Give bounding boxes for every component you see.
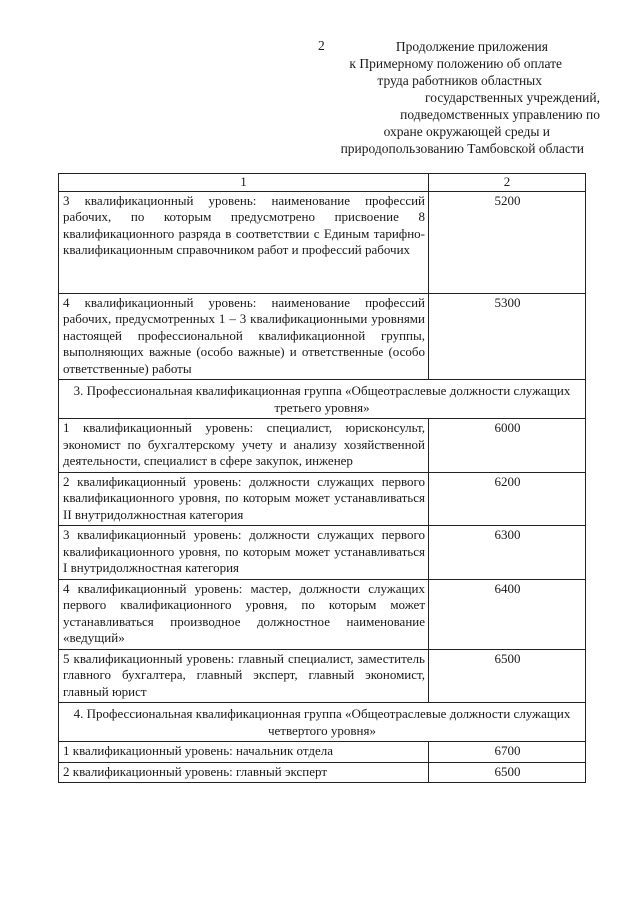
qualification-level-cell: 3 квалификационный уровень: должности служащих первого квалификационного уровня, по которым может устанавливаться I внутридолжностная категория [59, 526, 429, 580]
header-line: государственных учреждений, [425, 90, 600, 105]
qualification-level-cell: 1 квалификационный уровень: специалист, юрисконсульт, экономист по бухгалтерскому учету и анализу хозяйственной деятельности, специалист в сфере закупок, инженер [59, 419, 429, 473]
header-line: труда работников областных [377, 73, 542, 88]
page-number: 2 [318, 38, 325, 53]
table-row [59, 191, 586, 293]
group-header-row [59, 380, 586, 419]
salary-value-cell: 6700 [429, 742, 586, 763]
salary-value-cell: 6500 [429, 762, 586, 783]
table-row [59, 419, 586, 473]
table-row [59, 649, 586, 703]
header-line: к Примерному положению об оплате [349, 56, 562, 71]
salary-value-cell: 6300 [429, 526, 586, 580]
table-row [59, 762, 586, 783]
qualification-level-cell: 4 квалификационный уровень: наименование профессий рабочих, предусмотренных 1 – 3 квалификационными уровнями настоящей профессиональной квалификационной группы, выполняющих важные (особо важные) и ответственные (особо ответственные) работы [59, 293, 429, 380]
qualification-level-cell: 4 квалификационный уровень: мастер, должности служащих первого квалификационного уровня, по которым может устанавливаться производное должностное наименование «ведущий» [59, 579, 429, 649]
table-header-row [59, 174, 586, 192]
header-line: подведомственных управлению по [400, 107, 600, 122]
qualification-level-cell: 1 квалификационный уровень: начальник отдела [59, 742, 429, 763]
qualification-level-cell: 5 квалификационный уровень: главный специалист, заместитель главного бухгалтера, главный эксперт, главный экономист, главный юрист [59, 649, 429, 703]
table-row [59, 526, 586, 580]
salary-value-cell: 6500 [429, 649, 586, 703]
salary-table [58, 173, 586, 783]
qualification-level-cell: 2 квалификационный уровень: должности служащих первого квалификационного уровня, по которым может устанавливаться II внутридолжностная категория [59, 472, 429, 526]
salary-value-cell: 6400 [429, 579, 586, 649]
header-line: природопользованию Тамбовской области [340, 141, 584, 156]
table-row [59, 579, 586, 649]
salary-value-cell: 6200 [429, 472, 586, 526]
header-line: Продолжение приложения [395, 39, 548, 54]
salary-value-cell: 6000 [429, 419, 586, 473]
group-header-row [59, 703, 586, 742]
salary-value-cell: 5200 [429, 191, 586, 293]
document-header [300, 38, 600, 157]
header-line: охране окружающей среды и [383, 124, 550, 139]
table-row [59, 742, 586, 763]
group-title: 3. Профессиональная квалификационная группа «Общеотраслевые должности служащих третьего уровня» [59, 380, 586, 419]
qualification-level-cell: 2 квалификационный уровень: главный эксперт [59, 762, 429, 783]
qualification-level-cell: 3 квалификационный уровень: наименование профессий рабочих, по которым предусмотрено присвоение 8 квалификационного разряда в соответствии с Единым тарифно-квалификационным справочником работ и профессий рабочих [59, 191, 429, 293]
table-row [59, 472, 586, 526]
table-row [59, 293, 586, 380]
group-title: 4. Профессиональная квалификационная группа «Общеотраслевые должности служащих четвертого уровня» [59, 703, 586, 742]
salary-value-cell: 5300 [429, 293, 586, 380]
column-header: 1 [59, 174, 429, 192]
column-header: 2 [429, 174, 586, 192]
